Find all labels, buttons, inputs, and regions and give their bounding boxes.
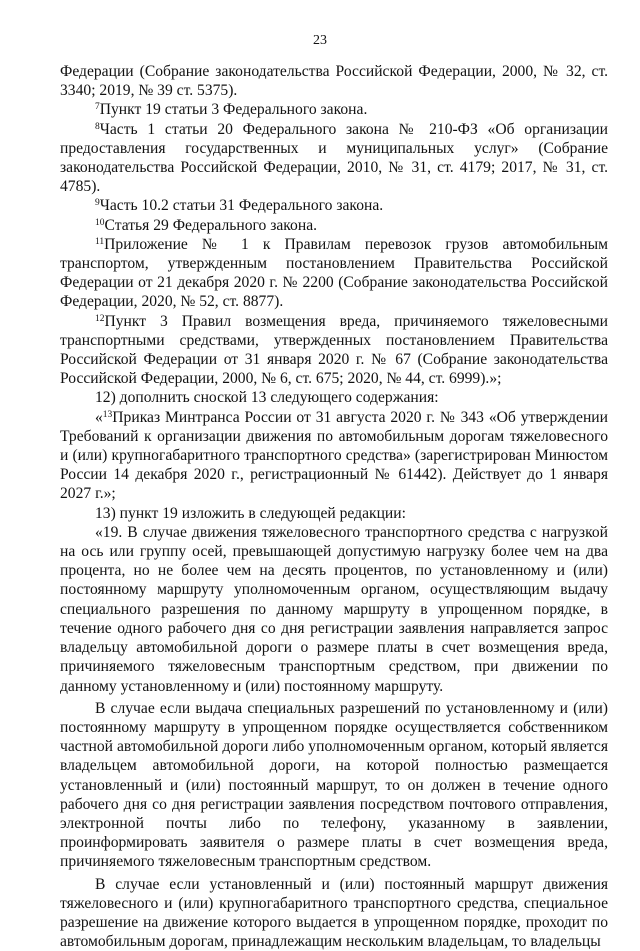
footnote-marker: 13 bbox=[102, 409, 113, 420]
amendment-item-12 bbox=[60, 388, 608, 407]
footnote-marker: 12 bbox=[95, 313, 105, 324]
footnote-text: Часть 1 статьи 20 Федерального закона № 210-ФЗ «Об организации предоставления государственных и муниципальных услуг» (Собрание законодательства Российской Федерации, 2010, № 31, ст. 4179; 2017, № 31, ст. 4785). bbox=[60, 120, 608, 196]
footnote-text: Пункт 3 Правил возмещения вреда, причиняемого тяжеловесными транспортными средствами, утвержденных постановлением Правительства Российской Федерации от 31 января 2020 г. № 67 (Собрание законодательства Российской Федерации, 2000, № 6, ст. 675; 2020, № 44, ст. 6999).»; bbox=[60, 312, 608, 388]
footnote-11 bbox=[60, 235, 608, 312]
footnote-marker: 9 bbox=[95, 198, 100, 209]
paragraph-text: 13) пункт 19 изложить в следующей редакции: bbox=[95, 504, 406, 522]
clause-19-paragraph-2 bbox=[60, 699, 608, 872]
footnote-8 bbox=[60, 120, 608, 197]
footnote-text: Приказ Минтранса России от 31 августа 2020 г. № 343 «Об утверждении Требований к организации движения по автомобильным дорогам тяжеловесного и (или) крупногабаритного транспортного средства» (зарегистрирован Минюстом России 14 декабря 2020 г., регистрационный № 61442). Действует до 1 января 2027 г.»; bbox=[60, 408, 608, 503]
paragraph-text: В случае если выдача специальных разрешений по установленному и (или) постоянному маршруту в упрощенном порядке осуществляется собственником частной автомобильной дороги либо уполномоченным органом, который является владельцем автомобильной дороги, на которой полностью размещается установленный и (или) постоянный маршрут, то он должен в течение одного рабочего дня со дня регистрации заявления посредством почтового отправления, электронной почты либо по телефону, указанному в заявлении, проинформировать заявителя о размере платы в счет возмещения вреда, причиняемого тяжеловесным транспортным средством. bbox=[60, 699, 608, 871]
quote-open: « bbox=[95, 408, 103, 426]
clause-19-paragraph-1 bbox=[60, 523, 608, 696]
paragraph-text: «19. В случае движения тяжеловесного транспортного средства с нагрузкой на ось или группу осей, превышающей допустимую нагрузку более чем на два процента, но не более чем на десять процентов, по установленному и (или) постоянному маршруту уполномоченным органом, осуществляющим выдачу специального разрешения по данному маршруту в упрощенном порядке, в течение одного рабочего дня со дня регистрации заявления направляется запрос владельцу автомобильной дороги о размере платы в счет возмещения вреда, причиняемого тяжеловесным транспортным средством, при движении по данному установленному и (или) постоянному маршруту. bbox=[60, 523, 608, 695]
footnote-marker: 11 bbox=[95, 236, 105, 247]
footnote-text: Пункт 19 статьи 3 Федерального закона. bbox=[99, 101, 368, 119]
footnote-marker: 7 bbox=[95, 102, 100, 113]
amendment-item-13 bbox=[60, 504, 608, 523]
footnote-marker: 10 bbox=[95, 217, 105, 228]
footnote-text: Статья 29 Федерального закона. bbox=[104, 216, 318, 234]
footnote-text: Приложение № 1 к Правилам перевозок грузов автомобильным транспортом, утвержденным постановлением Правительства Российской Федерации от 21 декабря 2020 г. № 2200 (Собрание законодательства Российской Федерации, 2020, № 52, ст. 8877). bbox=[60, 235, 608, 311]
footnote-10 bbox=[60, 216, 608, 235]
paragraph-continuation bbox=[60, 62, 608, 100]
paragraph-text: В случае если установленный и (или) постоянный маршрут движения тяжеловесного и (или) крупногабаритного транспортного средства, специальное разрешение на движение которого выдается в упрощенном порядке, проходит по автомобильным дорогам, принадлежащим нескольким владельцам, то владельцы bbox=[60, 875, 608, 951]
paragraph-text: 12) дополнить сноской 13 следующего содержания: bbox=[95, 389, 439, 407]
footnote-13 bbox=[60, 408, 608, 504]
footnote-marker: 8 bbox=[95, 121, 100, 132]
paragraph-text: Федерации (Собрание законодательства Российской Федерации, 2000, № 32, ст. 3340; 2019, № 39 ст. 5375). bbox=[60, 63, 608, 100]
footnote-text: Часть 10.2 статьи 31 Федерального закона. bbox=[99, 197, 384, 215]
footnote-12 bbox=[60, 312, 608, 389]
document-body bbox=[60, 62, 608, 951]
clause-19-paragraph-3 bbox=[60, 875, 608, 951]
page-number: 23 bbox=[313, 33, 327, 48]
footnote-7 bbox=[60, 100, 608, 119]
footnote-9 bbox=[60, 196, 608, 215]
